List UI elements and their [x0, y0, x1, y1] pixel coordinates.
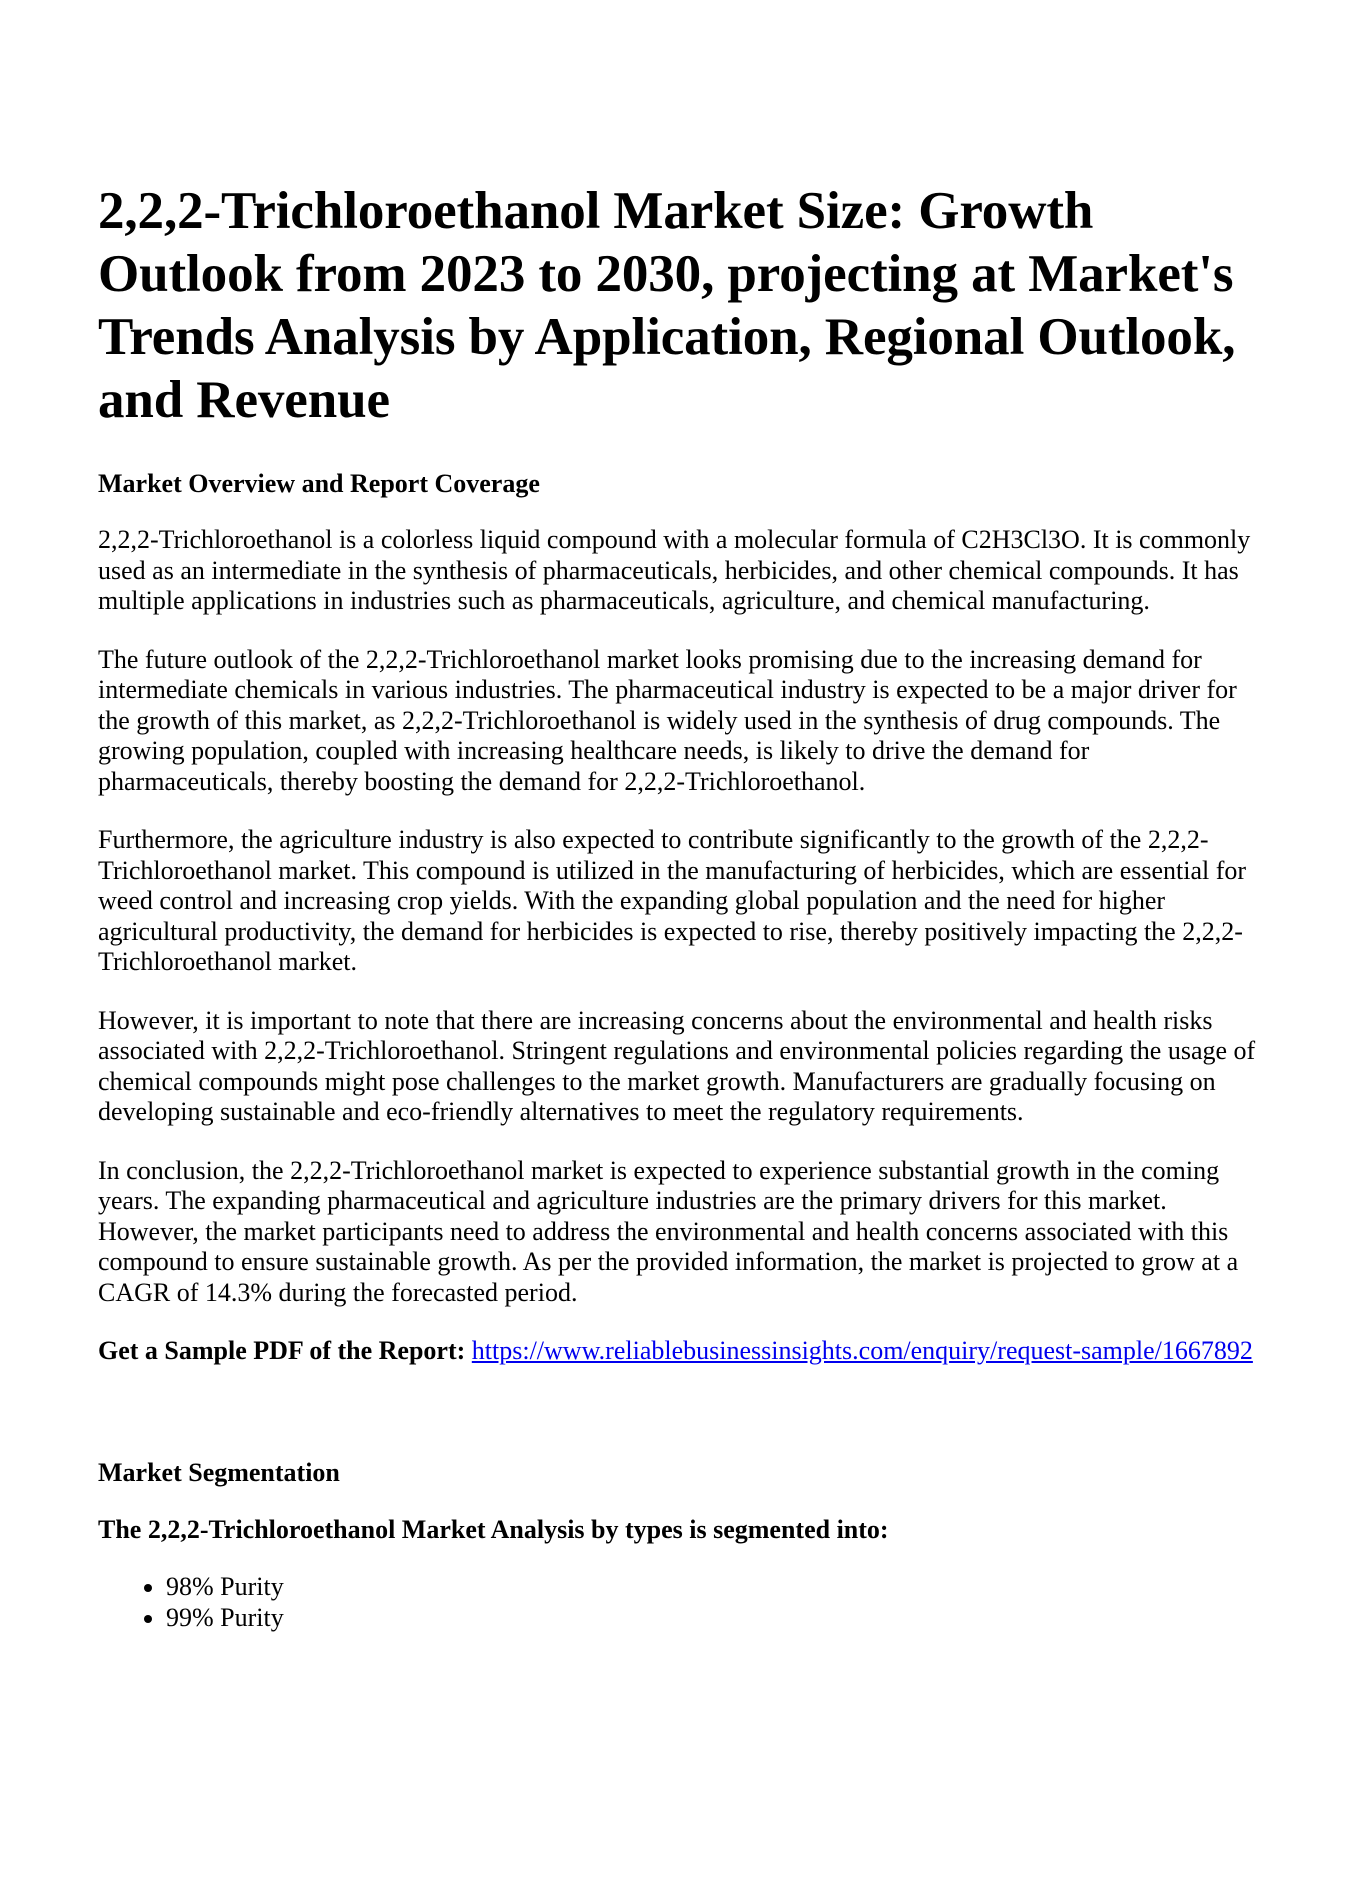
- page-title: 2,2,2-Trichloroethanol Market Size: Growth Outlook from 2023 to 2030, projecting at Market's Trends Analysis by Application, Regional Outlook, and Revenue: [98, 182, 1236, 429]
- paragraph-conclusion: In conclusion, the 2,2,2-Trichloroethanol market is expected to experience substantial growth in the coming years. The expanding pharmaceutical and agriculture industries are the primary drivers for this market. However, the market participants need to address the environmental and health concerns associated with this compound to ensure sustainable growth. As per the provided information, the market is projected to grow at a CAGR of 14.3% during the forecasted period.: [98, 1155, 1239, 1307]
- paragraph-agriculture: Furthermore, the agriculture industry is also expected to contribute significantly to the growth of the 2,2,2-Trichloroethanol market. This compound is utilized in the manufacturing of herbicides, which are essential for weed control and increasing crop yields. With the expanding global population and the need for higher agricultural productivity, the demand for herbicides is expected to rise, thereby positively impacting the 2,2,2-Trichloroethanol market.: [98, 825, 1247, 976]
- paragraph-definition: 2,2,2-Trichloroethanol is a colorless liquid compound with a molecular formula of C2H3Cl3O. It is commonly used as an intermediate in the synthesis of pharmaceuticals, herbicides, and other chemical compounds. It has multiple applications in industries such as pharmaceuticals, agriculture, and chemical manufacturing.: [98, 525, 1251, 615]
- sample-request: [98, 1336, 1263, 1367]
- list-item: • 98% Purity: [166, 1571, 1263, 1602]
- sample-label: Get a Sample PDF of the Report:: [98, 1336, 466, 1365]
- sample-link[interactable]: https://www.reliablebusinessinsights.com/enquiry/request-sample/1667892: [471, 1336, 1253, 1365]
- overview-heading: Market Overview and Report Coverage: [98, 469, 540, 498]
- paragraph-concerns: However, it is important to note that there are increasing concerns about the environmental and health risks associated with 2,2,2-Trichloroethanol. Stringent regulations and environmental policies regarding the usage of chemical compounds might pose challenges to the market growth. Manufacturers are gradually focusing on developing sustainable and eco-friendly alternatives to meet the regulatory requirements.: [98, 1005, 1256, 1126]
- document-page: [98, 180, 1263, 1633]
- types-list: [98, 1571, 1263, 1633]
- paragraph-outlook: The future outlook of the 2,2,2-Trichloroethanol market looks promising due to the increasing demand for intermediate chemicals in various industries. The pharmaceutical industry is expected to be a major driver for the growth of this market, as 2,2,2-Trichloroethanol is widely used in the synthesis of drug compounds. The growing population, coupled with increasing healthcare needs, is likely to drive the demand for pharmaceuticals, thereby boosting the demand for 2,2,2-Trichloroethanol.: [98, 644, 1237, 796]
- segmentation-heading: Market Segmentation: [98, 1457, 340, 1487]
- types-heading: The 2,2,2-Trichloroethanol Market Analysis by types is segmented into:: [98, 1514, 889, 1544]
- list-item: • 99% Purity: [166, 1602, 1263, 1633]
